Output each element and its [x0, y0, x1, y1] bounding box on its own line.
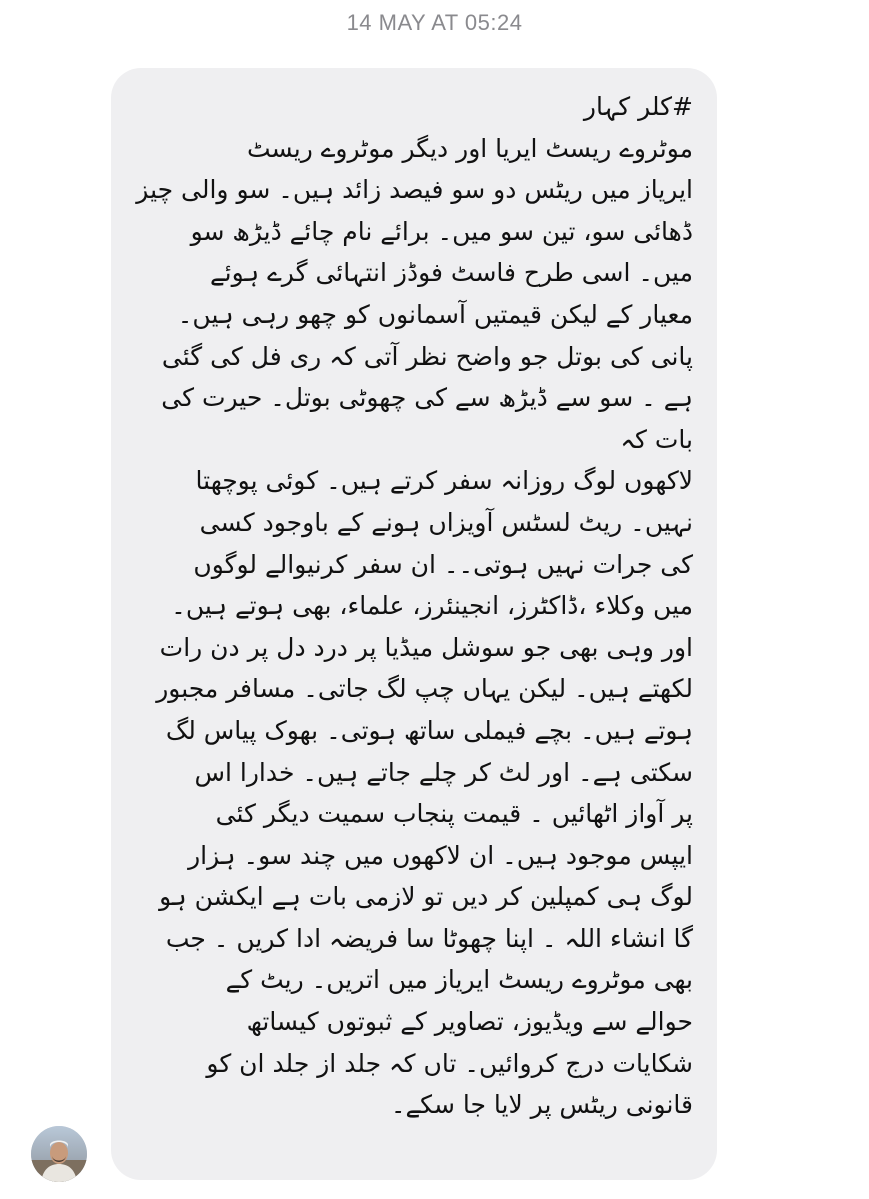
message-line: ڈھائی سو، تین سو میں۔ برائے نام چائے ڈیڑھ سو [190, 216, 693, 246]
message-line: لوگ ہی کمپلین کر دیں تو لازمی بات ہے ایکشن ہو [159, 882, 693, 912]
message-line: بات کہ [620, 424, 693, 454]
message-line: کی جرات نہیں ہوتی۔۔ ان سفر کرنیوالے لوگوں [193, 549, 693, 579]
message-line: پانی کی بوتل جو واضح نظر آتی کہ ری فل کی گئی [161, 341, 693, 371]
message-timestamp: 14 MAY AT 05:24 [346, 10, 523, 35]
message-line: ایپس موجود ہیں۔ ان لاکھوں میں چند سو۔ ہزار [188, 840, 693, 870]
message-line: اور وہی بھی جو سوشل میڈیا پر درد دل پر دن رات [159, 632, 693, 662]
message-line: لاکھوں لوگ روزانہ سفر کرتے ہیں۔ کوئی پوچھتا [195, 466, 693, 496]
message-line: بھی موٹروے ریسٹ ایریاز میں اتریں۔ ریٹ کے [225, 965, 693, 995]
message-line: لکھتے ہیں۔ لیکن یہاں چپ لگ جاتی۔ مسافر مجبور [156, 674, 693, 704]
message-line: حوالے سے ویڈیوز، تصاویر کے ثبوتوں کیساتھ [246, 1007, 693, 1037]
message-line: قانونی ریٹس پر لایا جا سکے۔ [390, 1090, 693, 1120]
message-bubble[interactable] [111, 68, 717, 1180]
message-line: میں۔ اسی طرح فاسٹ فوڈز انتہائی گرے ہوئے [210, 258, 693, 288]
message-line: سکتی ہے۔ اور لٹ کر چلے جاتے ہیں۔ خدارا اس [194, 757, 693, 787]
message-line: ہے ۔ سو سے ڈیڑھ سے کی چھوٹی بوتل۔ حیرت کی [161, 383, 693, 413]
message-line: میں وکلاء ،ڈاکٹرز، انجینئرز، علماء، بھی ہوتے ہیں۔ [171, 591, 693, 621]
message-line: پر آواز اٹھائیں ۔ قیمت پنجاب سمیت دیگر کئی [215, 799, 693, 829]
message-line: معیار کے لیکن قیمتیں آسمانوں کو چھو رہی ہیں۔ [177, 299, 693, 329]
message-text [135, 86, 693, 1126]
message-line: ایریاز میں ریٹس دو سو فیصد زائد ہیں۔ سو والی چیز [136, 175, 693, 205]
message-line: گا انشاء اللہ ۔ اپنا چھوٹا سا فریضہ ادا کریں ۔ جب [165, 923, 693, 953]
message-line: نہیں۔ ریٹ لسٹس آویزاں ہونے کے باوجود کسی [199, 507, 693, 537]
message-line: #کلر کہار [583, 92, 693, 121]
message-line: موٹروے ریسٹ ایریا اور دیگر موٹروے ریسٹ [246, 133, 693, 163]
message-line: ہوتے ہیں۔ بچے فیملی ساتھ ہوتی۔ بھوک پیاس لگ [165, 715, 693, 745]
user-avatar-icon [31, 1126, 87, 1182]
message-line: شکایات درج کروائیں۔ تاں کہ جلد از جلد ان کو [206, 1048, 693, 1078]
sender-avatar[interactable] [31, 1126, 87, 1182]
